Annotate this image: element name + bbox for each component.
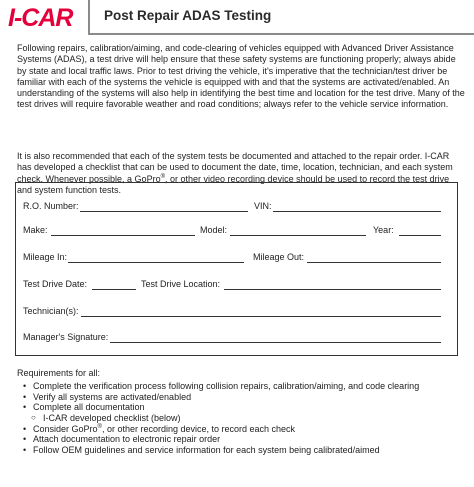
bullet-icon: • (23, 391, 27, 402)
form-row-manager-signature (16, 331, 457, 345)
page-title: Post Repair ADAS Testing (104, 8, 272, 23)
circle-bullet-icon: ○ (31, 413, 36, 423)
form-row-technicians (16, 305, 457, 319)
form-row-ro-vin (16, 200, 457, 214)
list-item: • Follow OEM guidelines and service information for each system being calibrated/aimed (23, 445, 380, 456)
mileage-in-field[interactable] (68, 262, 244, 263)
form-row-test-drive (16, 278, 457, 292)
vin-field[interactable] (273, 211, 441, 212)
intro-paragraph-2-text-a: It is also recommended that each of the system tests be documented and attached to the repair order. I-CAR has developed a checklist that can be used to document the date, time, location, technician, and each system check. Whenever possible, a GoPro (17, 151, 453, 184)
model-field[interactable] (230, 235, 366, 236)
manager-signature-label: Manager's Signature: (23, 332, 109, 342)
header (0, 0, 474, 38)
requirements-list (17, 381, 467, 456)
vin-label: VIN: (254, 201, 272, 211)
list-item: • Verify all systems are activated/enabled (23, 391, 192, 402)
list-item: • Complete the verification process following collision repairs, calibration/aiming, and code clearing (23, 381, 420, 391)
test-drive-date-label: Test Drive Date: (23, 279, 88, 289)
mileage-out-label: Mileage Out: (253, 252, 305, 262)
bullet-icon: • (23, 381, 27, 391)
list-item: • Attach documentation to electronic repair order (23, 434, 221, 445)
intro-paragraph-2-text-b: , or other video recording device should be used to record the test drive and system function tests. (17, 173, 450, 195)
header-divider-horizontal (88, 33, 474, 35)
bullet-icon: • (23, 423, 27, 434)
list-item: ○ I-CAR developed checklist (below) (31, 413, 181, 424)
bullet-icon: • (23, 434, 27, 445)
form-row-mileage (16, 251, 457, 265)
list-item: • Complete all documentation (23, 402, 145, 413)
requirements-title: Requirements for all: (17, 368, 101, 378)
form-row-make-model-year (16, 224, 457, 238)
header-divider-vertical (88, 0, 90, 34)
icar-logo: I-CAR (8, 4, 73, 32)
bullet-icon: • (23, 445, 27, 456)
test-drive-location-field[interactable] (224, 289, 441, 290)
make-field[interactable] (51, 235, 195, 236)
registered-mark: ® (97, 423, 102, 430)
test-drive-date-field[interactable] (92, 289, 136, 290)
test-drive-location-label: Test Drive Location: (141, 279, 221, 289)
mileage-in-label: Mileage In: (23, 252, 68, 262)
model-label: Model: (200, 225, 228, 235)
mileage-out-field[interactable] (307, 262, 441, 263)
ro-number-label: R.O. Number: (23, 201, 79, 211)
list-item: • Consider GoPro®, or other recording device, to record each check (23, 423, 296, 434)
year-label: Year: (373, 225, 394, 235)
ro-number-field[interactable] (80, 211, 248, 212)
manager-signature-field[interactable] (110, 342, 441, 343)
checklist-form (15, 182, 458, 356)
registered-mark: ® (160, 173, 165, 180)
year-field[interactable] (399, 235, 441, 236)
intro-paragraph-1: Following repairs, calibration/aiming, and code-clearing of vehicles equipped with Advanced Driver Assistance Systems (ADAS), a test drive will help ensure that these safety systems are functioning properly; always abide by state and local traffic laws. Prior to test driving the vehicle, it's imperative that the technician/test driver be familiar with each of the systems the vehicle is equipped with and that the systems are activated/enabled. An understanding of the systems will also help in identifying the best time and location for the test drive. Many of the test drives will require favorable weather and road conditions; always refer to the vehicle service information. (17, 43, 465, 110)
bullet-icon: • (23, 402, 27, 413)
make-label: Make: (23, 225, 48, 235)
technicians-label: Technician(s): (23, 306, 79, 316)
technicians-field[interactable] (81, 316, 441, 317)
